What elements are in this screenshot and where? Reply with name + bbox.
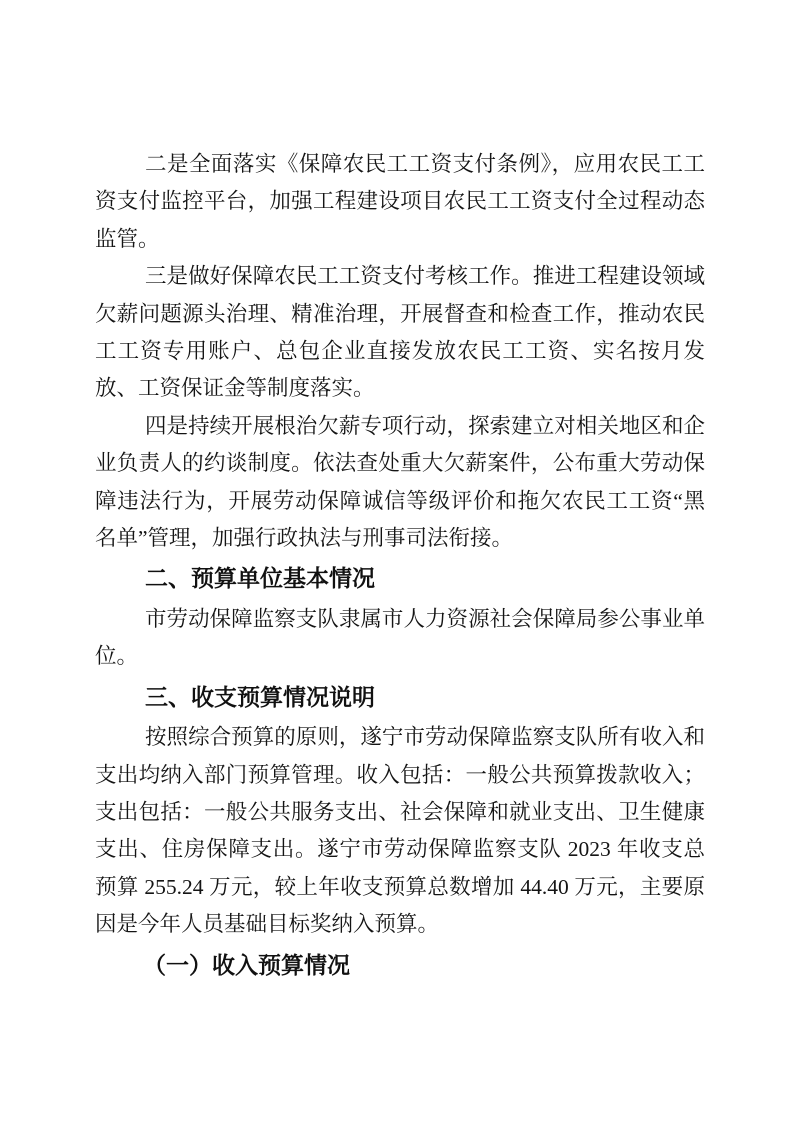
section-heading-budget-unit-basic-info: 二、预算单位基本情况 — [145, 565, 375, 592]
paragraph-comprehensive-budget-totals: 按照综合预算的原则，遂宁市劳动保障监察支队所有收入和支出均纳入部门预算管理。收入包括：一般公共预算拨款收入；支出包括：一般公共服务支出、社会保障和就业支出、卫生健康支出、住房保障支出。遂宁市劳动保障监察支队 2023 年收支总预算 255.24 万元，较上年收支预算总数增加 44.40 万元，主要原因是今年人员基础目标奖纳入预算。 — [95, 725, 705, 937]
subsection-heading-income-budget: （一）收入预算情况 — [143, 952, 350, 978]
paragraph-point-two-wage-payment-regulation: 二是全面落实《保障农民工工资支付条例》，应用农民工工资支付监控平台，加强工程建设项目农民工工资支付全过程动态监管。 — [95, 152, 705, 251]
paragraph-unit-affiliation: 市劳动保障监察支队隶属市人力资源社会保障局参公事业单位。 — [95, 606, 705, 669]
section-heading-revenue-expenditure-explanation: 三、收支预算情况说明 — [145, 683, 375, 710]
paragraph-point-four-wage-arrears-campaign: 四是持续开展根治欠薪专项行动，探索建立对相关地区和企业负责人的约谈制度。依法查处重大欠薪案件，公布重大劳动保障违法行为，开展劳动保障诚信等级评价和拖欠农民工工资“黑名单”管理，加强行政执法与刑事司法衔接。 — [95, 413, 705, 551]
paragraph-point-three-wage-payment-assessment: 三是做好保障农民工工资支付考核工作。推进工程建设领域欠薪问题源头治理、精准治理，开展督查和检查工作，推动农民工工资专用账户、总包企业直接发放农民工工资、实名按月发放、工资保证金等制度落实。 — [95, 264, 705, 401]
